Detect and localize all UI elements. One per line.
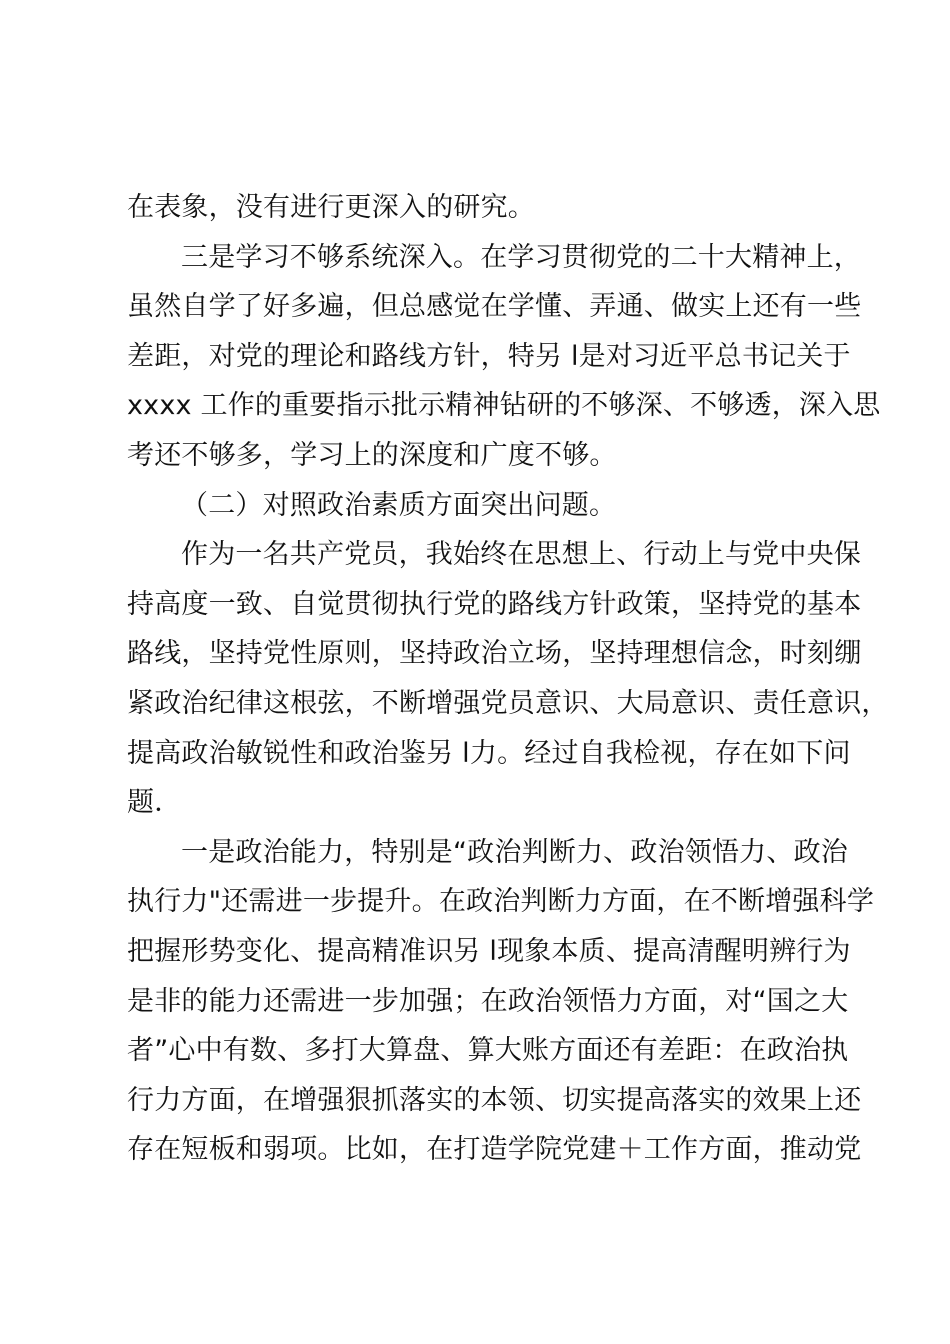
text-line: 执行力"还需进一步提升。在政治判断力方面，在不断增强科学 <box>127 886 875 918</box>
paragraph-start-line: 一是政治能力，特别是“政治判断力、政治领悟力、政治 <box>181 836 848 868</box>
document-body <box>127 183 889 1175</box>
text-line: xxxx 工作的重要指示批示精神钻研的不够深、不够透，深入思 <box>127 390 881 422</box>
text-line: 考还不够多，学习上的深度和广度不够。 <box>127 439 617 471</box>
text-line: 是非的能力还需进一步加强；在政治领悟力方面，对“国之大 <box>127 985 849 1017</box>
text-line: 者”心中有数、多打大算盘、算大账方面还有差距：在政治执 <box>127 1035 849 1067</box>
text-line: 持高度一致、自觉贯彻执行党的路线方针政策，坚持党的基本 <box>127 588 862 620</box>
text-line: 行力方面，在增强狠抓落实的本领、切实提高落实的效果上还 <box>127 1084 862 1116</box>
paragraph-start-line: 作为一名共产党员，我始终在思想上、行动上与党中央保 <box>181 539 861 571</box>
section-heading: （二）对照政治素质方面突出问题。 <box>181 489 617 521</box>
text-line: 在表象，没有进行更深入的研究。 <box>127 192 535 223</box>
text-line: 虽然自学了好多遍，但总感觉在学懂、弄通、做实上还有一些 <box>127 291 862 323</box>
text-line: 紧政治纪律这根弦，不断增强党员意识、大局意识、责任意识， <box>127 687 889 719</box>
text-line: 提高政治敏锐性和政治鉴另 l力。经过自我检视，存在如下问 <box>127 737 851 769</box>
paragraph-start-line: 三是学习不够系统深入。在学习贯彻党的二十大精神上， <box>181 241 861 273</box>
text-line: 把握形势变化、提高精准识另 l现象本质、提高清醒明辨行为 <box>127 935 851 967</box>
text-line: 题． <box>127 787 182 819</box>
text-line: 路线，坚持党性原则，坚持政治立场，坚持理想信念，时刻绷 <box>127 638 862 670</box>
text-line: 差距，对党的理论和路线方针，特另 l是对习近平总书记关于 <box>127 340 851 372</box>
text-line: 存在短板和弱项。比如，在打造学院党建＋工作方面，推动党 <box>127 1134 862 1166</box>
